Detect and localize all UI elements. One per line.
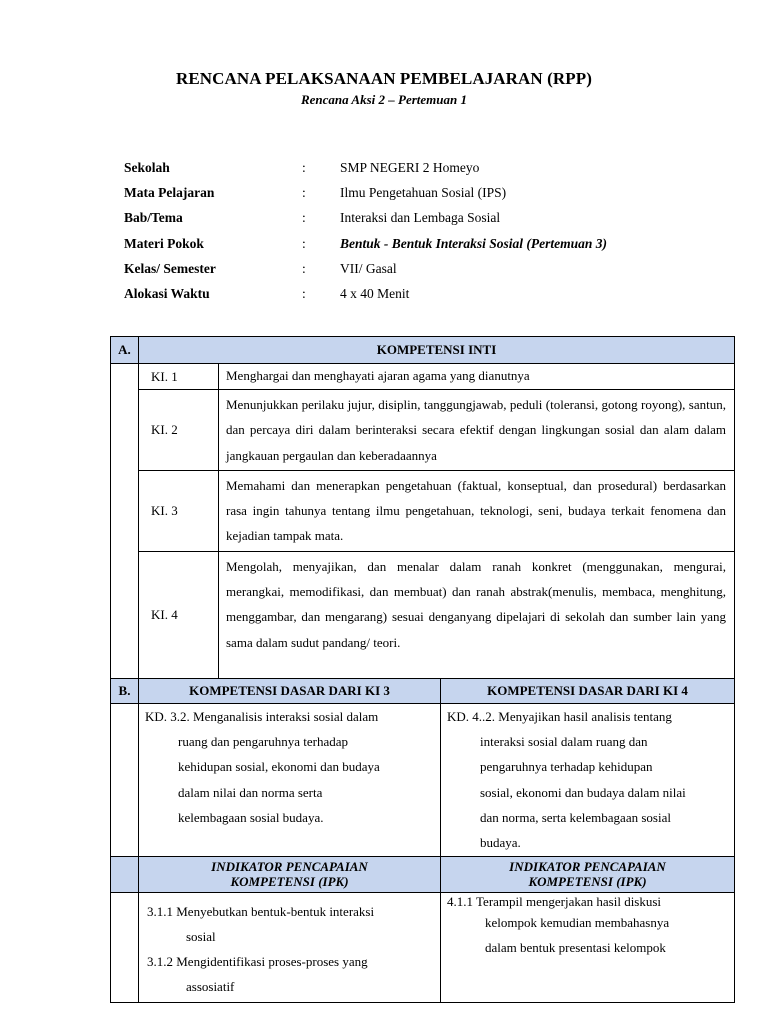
identity-label: Bab/Tema — [124, 210, 183, 226]
identity-value: Interaksi dan Lembaga Sosial — [340, 210, 501, 226]
ipk4-item-continuation: kelompok kemudian membahasnya — [485, 914, 670, 930]
identity-separator: : — [302, 260, 306, 276]
ki-text: Menunjukkan perilaku jujur, disiplin, tanggungjawab, peduli (toleransi, gotong royong), santun, dan percaya diri dalam berinteraksi secara efektif dengan lingkungan sosial dan alam dalam jangkauan pergaulan dan keberadaannya — [219, 390, 735, 471]
identity-value: VII/ Gasal — [340, 260, 397, 276]
identity-block — [124, 160, 724, 311]
kd4-line: interaksi sosial dalam ruang dan — [480, 734, 648, 750]
ipk-number: 3.1.1 — [147, 903, 173, 919]
identity-row-materi-pokok — [124, 236, 724, 261]
identity-label: Kelas/ Semester — [124, 260, 216, 276]
ipk-spacer — [111, 892, 139, 1002]
kd4-line: budaya. — [480, 835, 521, 851]
section-b-letter: B. — [111, 678, 139, 703]
ipk-text: Terampil mengerjakan hasil diskusi — [476, 893, 662, 909]
kd4-first-line: KD. 4..2. Menyajikan hasil analisis tentang — [447, 708, 672, 724]
identity-separator: : — [302, 185, 306, 201]
kd4-line: dan norma, serta kelembagaan sosial — [480, 809, 671, 825]
ipk-header-row — [111, 856, 735, 892]
identity-row-kelas-semester — [124, 261, 724, 286]
section-a-spacer — [111, 364, 139, 679]
kd3-line: ruang dan pengaruhnya terhadap — [178, 734, 349, 750]
identity-label: Mata Pelajaran — [124, 185, 215, 201]
kd3-line: dalam nilai dan norma serta — [178, 784, 323, 800]
kd4-line: sosial, ekonomi dan budaya dalam nilai — [480, 784, 686, 800]
identity-label: Sekolah — [124, 160, 170, 175]
document-title: RENCANA PELAKSANAAN PEMBELAJARAN (RPP) — [175, 69, 593, 88]
ipk3-title: INDIKATOR PENCAPAIAN KOMPETENSI (IPK) — [139, 856, 441, 892]
section-a-header-row — [111, 337, 735, 364]
identity-value: 4 x 40 Menit — [340, 285, 410, 301]
kd3-first-line: KD. 3.2. Menganalisis interaksi sosial dalam — [145, 708, 379, 724]
identity-label: Materi Pokok — [124, 235, 204, 251]
ipk4-title: INDIKATOR PENCAPAIAN KOMPETENSI (IPK) — [441, 856, 735, 892]
identity-row-bab-tema — [124, 210, 724, 235]
ipk3-item — [147, 949, 436, 974]
ipk-text: Menyebutkan bentuk-bentuk interaksi — [176, 903, 375, 919]
ki-label: KI. 1 — [139, 364, 219, 390]
identity-value: SMP NEGERI 2 Homeyo — [340, 160, 480, 175]
identity-separator: : — [302, 235, 306, 251]
ipk3-item-continuation: assosiatif — [186, 978, 235, 994]
identity-row-sekolah — [124, 160, 724, 185]
ki-label: KI. 3 — [139, 470, 219, 551]
identity-label: Alokasi Waktu — [124, 285, 210, 301]
identity-row-alokasi-waktu — [124, 286, 724, 311]
kd3-cell — [139, 703, 441, 856]
kd4-column-title: KOMPETENSI DASAR DARI KI 4 — [441, 678, 735, 703]
ki-row-4 — [111, 551, 735, 678]
ipk3-item — [147, 899, 436, 924]
kd4-line: pengaruhnya terhadap kehidupan — [480, 759, 653, 775]
ki-text: Menghargai dan menghayati ajaran agama yang dianutnya — [219, 364, 735, 390]
kd3-line: kelembagaan sosial budaya. — [178, 809, 324, 825]
ki-row-3 — [111, 470, 735, 551]
ki-label: KI. 4 — [139, 551, 219, 678]
identity-value: Ilmu Pengetahuan Sosial (IPS) — [340, 185, 507, 201]
document-subtitle: Rencana Aksi 2 – Pertemuan 1 — [300, 92, 467, 107]
kd-row — [111, 703, 735, 856]
ipk4-item-continuation: dalam bentuk presentasi kelompok — [485, 939, 666, 955]
identity-separator: : — [302, 160, 306, 175]
section-b-header-row — [111, 678, 735, 703]
ki-text: Memahami dan menerapkan pengetahuan (faktual, konseptual, dan prosedural) berdasarkan rasa ingin tahunya tentang ilmu pengetahuan, teknologi, seni, budaya terkait fenomena dan kejadian tampak mata. — [219, 470, 735, 551]
ki-text: Mengolah, menyajikan, dan menalar dalam ranah konkret (menggunakan, mengurai, merangkai, memodifikasi, dan membuat) dan ranah abstrak(menulis, membaca, menghitung, menggambar, dan mengarang) sesuai denganyang dipelajari di sekolah dan sumber lain yang sama dalam sudut pandang/ teori. — [219, 551, 735, 678]
section-a-title: KOMPETENSI INTI — [139, 337, 735, 364]
ipk4-cell — [441, 892, 735, 1002]
identity-separator: : — [302, 285, 306, 301]
identity-row-mata-pelajaran — [124, 185, 724, 210]
ipk-number: 3.1.2 — [147, 953, 173, 969]
ipk-header-spacer — [111, 856, 139, 892]
ki-row-1 — [111, 364, 735, 390]
ipk3-cell — [139, 892, 441, 1002]
ipk-number: 4.1.1 — [447, 893, 473, 909]
section-b-spacer — [111, 703, 139, 856]
kd3-column-title: KOMPETENSI DASAR DARI KI 3 — [139, 678, 441, 703]
rpp-table — [110, 336, 735, 1003]
identity-separator: : — [302, 210, 306, 226]
identity-value: Bentuk - Bentuk Interaksi Sosial (Pertemuan 3) — [340, 235, 608, 251]
section-a-letter: A. — [111, 337, 139, 364]
ipk-text: Mengidentifikasi proses-proses yang — [176, 953, 368, 969]
ipk4-item — [447, 893, 730, 910]
ki-row-2 — [111, 390, 735, 471]
kd3-line: kehidupan sosial, ekonomi dan budaya — [178, 759, 380, 775]
ki-label: KI. 2 — [139, 390, 219, 471]
ipk3-item-continuation: sosial — [186, 928, 216, 944]
kd4-cell — [441, 703, 735, 856]
ipk-row — [111, 892, 735, 1002]
